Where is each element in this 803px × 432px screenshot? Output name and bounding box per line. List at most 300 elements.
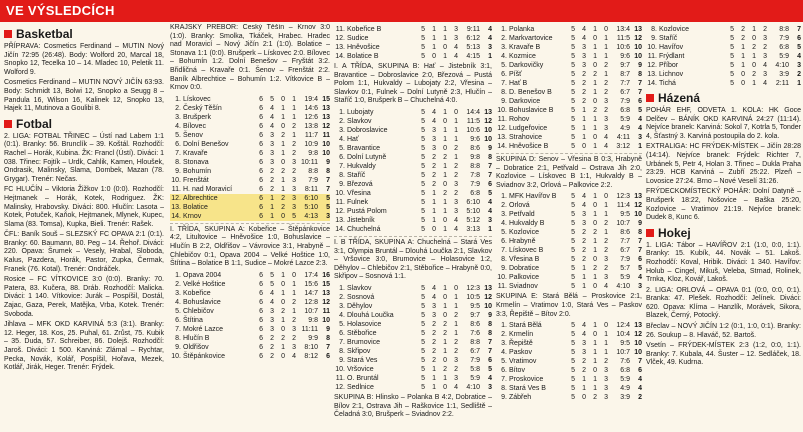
table-cell: Hukvaldy	[347, 162, 376, 170]
table-cell: 4	[582, 26, 586, 33]
table-cell: Bolatice B	[347, 53, 379, 60]
table-cell: 17:4	[304, 271, 318, 279]
table-cell: 2	[593, 71, 597, 78]
table-cell: 2.	[175, 104, 181, 112]
table-cell: 5	[571, 331, 575, 339]
table-cell: 4.	[501, 53, 507, 60]
table-cell: 4	[432, 293, 436, 301]
table-cell: 11	[322, 307, 330, 315]
table-cell: 0	[443, 311, 447, 319]
table-cell: 1	[593, 193, 597, 201]
table-cell: 11:5	[466, 117, 480, 125]
league-results: KRAJSKÝ PŘEBOR: Český Těšín – Krnov 3:0 (1:0). Branky: Smolka, Tkáček, Hrabec. Hradec nad Moravicí – Nový Jičín 2:1 (1:0). Bolatice – Stonava 1:1 (0:0). Brušperk – Lískovec 2:0. Bílovec – Bohumín 1:2. Dolní Benešov – Fryštát 3:2. Břidličná – Kravaře 0:1. Šenov – Frenštát 2:2. Baník Albrechtice – Bohumín 1:2. Vítkovice B – Krnov 0:0.	[170, 24, 330, 92]
table-cell: 5	[318, 203, 330, 212]
table-cell: 0	[593, 202, 597, 210]
table-cell: 14:4	[466, 108, 480, 116]
table-cell: 0	[593, 283, 597, 291]
table-cell: 5	[421, 311, 425, 319]
table-cell: 4	[638, 116, 642, 123]
table-cell: 5	[730, 26, 734, 33]
table-cell: 1	[752, 80, 756, 87]
table-row	[496, 124, 642, 133]
table-cell: 1	[604, 202, 608, 210]
table-cell: 2	[741, 35, 745, 42]
article-paragraph: 2. LIGA: FOTBAL TŘINEC – Ústí nad Labem 1:1 (0:1). Branky: 56. Brunclík – 39. Koštál. Rozhodčí: Rachel – Horák, Kubina. ŽK: Francl (Ústí). Diváci: 1 038. Třinec: Fojtík – Urdk, Cahlik, Kamen, Hloušek, Ondrasik, Malinsky, Slama, Dombek, Mazan (78. Grygar). Trenér: Nečas.	[4, 132, 164, 183]
table-cell: 2	[292, 334, 296, 342]
table-cell: 6	[252, 194, 263, 203]
table-cell: 3	[270, 158, 274, 166]
table-cell: 5	[730, 53, 734, 60]
table-cell: 5	[571, 35, 575, 42]
table-row	[334, 356, 492, 365]
table-cell: 13	[322, 289, 330, 297]
table-cell: 4	[638, 385, 642, 393]
table-cell: 5	[571, 44, 575, 51]
table-cell: 5	[285, 212, 296, 221]
table-cell: 2	[432, 162, 436, 170]
table-cell: 1	[582, 125, 586, 132]
section-bullet-icon	[4, 120, 12, 128]
table-cell: 0	[604, 193, 608, 201]
table-cell: 1	[432, 44, 436, 51]
table-cell: 7:9	[308, 176, 318, 184]
table-cell: 15:6	[304, 280, 318, 288]
table-cell: 5.	[501, 358, 507, 366]
table-cell: 4	[454, 53, 458, 60]
table-cell: 1	[292, 280, 296, 288]
table-cell: 7:9	[620, 98, 630, 105]
table-cell: 3.	[339, 302, 345, 310]
table-cell: 5	[270, 95, 274, 103]
table-cell: 12	[484, 293, 492, 301]
table-cell: 0	[281, 298, 285, 306]
table-row	[170, 194, 330, 203]
table-cell: 2	[582, 98, 586, 105]
table-cell: 5	[571, 394, 575, 402]
table-cell: 5	[571, 80, 575, 87]
table-cell: 10.	[335, 365, 345, 373]
table-cell: Hrabyně	[509, 238, 536, 246]
table-cell: 0	[443, 356, 447, 364]
table-cell: 5	[421, 153, 425, 161]
section-bullet-icon	[646, 229, 654, 237]
table-cell: 4:10	[466, 383, 480, 391]
table-cell: 10	[484, 126, 492, 134]
table-cell: 5	[730, 44, 734, 51]
table-cell: 5	[421, 180, 425, 188]
league-results: SKUPINA E: Stará Bělá – Proskovice 2:1, Krmelín – Vratimov 1:0, Stará Ves – Paskov 3:3, Řepiště – Bítov 2:0.	[496, 293, 642, 318]
table-cell: 5	[571, 134, 575, 141]
table-cell: 11:4	[616, 202, 630, 210]
table-cell: 2	[593, 394, 597, 402]
table-cell: 3	[604, 376, 608, 384]
table-cell: 3	[604, 98, 608, 105]
table-row	[646, 43, 801, 52]
table-cell: 3.	[501, 44, 507, 51]
table-cell: 2	[432, 153, 436, 161]
table-cell: 8.	[501, 256, 507, 264]
table-cell: Štítina	[183, 316, 203, 324]
table-cell: 6	[259, 167, 263, 175]
table-cell: Šenov	[183, 131, 203, 139]
table-cell: 2	[454, 338, 458, 346]
table-cell: 12.	[335, 383, 345, 391]
table-cell: Jistebník	[347, 216, 375, 224]
table-cell: 2	[582, 247, 586, 255]
table-cell: Hať	[347, 135, 359, 143]
table-cell: 5	[571, 274, 575, 282]
table-cell: 9	[326, 325, 330, 333]
table-cell: 5	[421, 302, 425, 310]
table-cell: 12.	[335, 35, 345, 42]
table-cell: 0	[604, 26, 608, 33]
table-cell: Palkovice	[509, 274, 539, 282]
table-cell: 9.	[501, 394, 507, 402]
table-cell: 1	[582, 116, 586, 123]
table-cell: 2	[281, 131, 285, 139]
table-cell: 5	[421, 284, 425, 292]
table-cell: 2	[281, 307, 285, 315]
table-cell: 8.	[339, 347, 345, 355]
table-cell: Bohuslavice B	[509, 107, 554, 114]
column-5	[646, 24, 801, 430]
table-cell: 2	[797, 71, 801, 78]
league-results: SKUPINA B: Hlinsko – Polanka B 4:2, Dobratice – Bílov 2:1, Ostrava Jih – Raškovice 1:1, Sedliště – Čeladná 3:0, Brušperk – Sviadnov 2:2.	[334, 393, 492, 419]
table-cell: 9:5	[620, 211, 630, 219]
table-cell: 1	[432, 189, 436, 197]
table-cell: 0	[432, 53, 436, 60]
table-cell: 6:7	[620, 247, 630, 255]
table-cell: 3	[318, 212, 330, 221]
table-cell: Paskov	[509, 349, 532, 357]
table-cell: 1	[454, 117, 458, 125]
table-cell: 3	[270, 131, 274, 139]
article-paragraph: PŘÍPRAVA: Cosmetics Ferdinand – MUTIN Nový Jičín 72:95 (26:48). Body: Wolford 20, Marcal 18, Snopko 12, Tecelka 10 – 14. Mladec 10, Peletik 11. Wolford 9.	[4, 43, 164, 76]
table-cell: 3	[454, 180, 458, 188]
table-cell: 11:11	[301, 325, 318, 333]
table-cell: 7	[488, 162, 492, 170]
table-cell: 11.	[335, 26, 345, 33]
table-cell: 5.	[501, 229, 507, 237]
table-row	[170, 271, 330, 280]
table-cell: 1	[443, 347, 447, 355]
table-cell: 2	[292, 149, 296, 157]
table-cell: 2	[582, 229, 586, 237]
table-cell: 7	[638, 358, 642, 366]
table-cell: 4.	[339, 311, 345, 319]
table-cell: 1	[582, 283, 586, 291]
table-cell: 1	[593, 340, 597, 348]
standings-table	[334, 284, 492, 392]
table-cell: 9:5	[620, 340, 630, 348]
table-cell: 2	[443, 329, 447, 337]
table-cell: 2	[582, 367, 586, 375]
table-cell: 8:6	[470, 320, 480, 328]
table-cell: 1	[263, 212, 274, 221]
table-cell: H. nad Moravicí	[183, 185, 233, 193]
table-cell: 12	[634, 35, 642, 42]
table-cell: 1	[281, 113, 285, 121]
table-cell: 6	[259, 325, 263, 333]
table-cell: 3	[432, 135, 436, 143]
table-cell: 5	[421, 117, 425, 125]
table-cell: 1	[443, 207, 447, 215]
table-cell: 4	[488, 207, 492, 215]
table-cell: 7.	[339, 338, 345, 346]
table-cell: 1	[281, 316, 285, 324]
table-cell: 2	[604, 107, 608, 114]
table-cell: Slavkov	[347, 117, 372, 125]
table-cell: 10.	[647, 44, 657, 51]
table-cell: 6	[259, 298, 263, 306]
table-row	[170, 298, 330, 307]
table-cell: 5	[421, 53, 425, 60]
table-row	[334, 207, 492, 216]
table-cell: 5.	[175, 131, 181, 139]
table-row	[496, 264, 642, 273]
table-cell: 1	[604, 340, 608, 348]
table-cell: 4	[763, 62, 767, 69]
table-cell: Lískovec	[183, 95, 211, 103]
table-cell: 6:10	[296, 194, 318, 203]
table-row	[334, 52, 492, 61]
table-cell: 11.	[497, 116, 507, 123]
table-cell: 6	[488, 180, 492, 188]
table-cell: 4:10	[616, 283, 630, 291]
table-cell: 7	[488, 347, 492, 355]
table-cell: 0	[274, 212, 285, 221]
table-cell: Chlebičov	[183, 307, 214, 315]
table-cell: 1	[432, 207, 436, 215]
table-cell: Dobroslavice	[347, 126, 388, 134]
table-cell: 5	[571, 98, 575, 105]
table-cell: 7:7	[620, 238, 630, 246]
table-cell: 3	[270, 325, 274, 333]
table-cell: 6	[638, 367, 642, 375]
table-cell: 10:7	[304, 307, 318, 315]
table-cell: 8.	[339, 171, 345, 179]
table-cell: 3	[292, 176, 296, 184]
table-cell: 3	[582, 211, 586, 219]
table-cell: 0	[593, 367, 597, 375]
table-cell: 5	[638, 107, 642, 114]
table-cell: 3	[604, 274, 608, 282]
table-row	[496, 210, 642, 219]
table-cell: 4:9	[620, 385, 630, 393]
table-cell: 1	[582, 107, 586, 114]
table-cell: 1	[593, 89, 597, 96]
table-cell: 3.	[501, 340, 507, 348]
article-paragraph: Rosice – FC VÍTKOVICE 3:0 (0:0). Branky: 70. Patera, 83. Kučera, 88. Dráb. Rozhodčí: Malicka. Diváci: 1 140. Vítkovice: Jurák – Pospíšil, Dostál, Zajac, Gaza, Perek, Matějka, Vrba, Kotek. Trenér: Svoboda.	[4, 276, 164, 318]
table-row	[170, 334, 330, 343]
table-row	[646, 70, 801, 79]
table-cell: 1	[443, 35, 447, 42]
table-cell: 1.	[501, 26, 507, 33]
table-cell: 4	[432, 108, 436, 116]
table-cell: 5	[421, 207, 425, 215]
table-cell: 2	[274, 203, 285, 212]
table-cell: 9:8	[308, 316, 318, 324]
table-row	[334, 216, 492, 225]
table-cell: 9	[638, 62, 642, 69]
table-cell: 5	[421, 108, 425, 116]
table-cell: 5	[730, 80, 734, 87]
table-cell: 5	[571, 53, 575, 60]
table-cell: 6	[797, 35, 801, 42]
table-cell: 3	[582, 340, 586, 348]
table-cell: 8.	[651, 26, 657, 33]
table-cell: 5	[421, 356, 425, 364]
table-cell: 10:5	[466, 293, 480, 301]
table-cell: 5.	[339, 144, 345, 152]
table-cell: 5	[571, 340, 575, 348]
table-cell: 10	[634, 349, 642, 357]
table-row	[170, 203, 330, 212]
table-row	[170, 113, 330, 122]
table-cell: 4:9	[620, 125, 630, 132]
table-cell: 5	[488, 189, 492, 197]
table-cell: 13	[484, 284, 492, 292]
table-cell: Hněvošice	[347, 44, 380, 51]
table-cell: Opava 2004	[183, 271, 222, 279]
standings-table	[170, 95, 330, 221]
table-cell: 4.	[501, 220, 507, 228]
table-cell: 4	[488, 26, 492, 33]
table-cell: 0	[281, 95, 285, 103]
standings-table	[334, 25, 492, 61]
table-cell: 7:6	[470, 329, 480, 337]
table-row	[334, 320, 492, 329]
table-cell: Pustá Polom	[347, 207, 387, 215]
table-cell: 3	[285, 194, 296, 203]
table-cell: 1	[593, 238, 597, 246]
table-cell: 7	[797, 26, 801, 33]
table-cell: 7:7	[620, 80, 630, 87]
table-cell: 13:8	[304, 122, 318, 130]
table-cell: 5	[571, 125, 575, 132]
table-cell: 5	[730, 71, 734, 78]
table-cell: Skřipov	[347, 347, 371, 355]
table-cell: 8:8	[779, 26, 789, 33]
table-cell: 1	[593, 143, 597, 150]
table-cell: 6:8	[620, 367, 630, 375]
table-cell: 2	[593, 107, 597, 114]
table-cell: 3.	[175, 289, 181, 297]
table-cell: 2	[443, 365, 447, 373]
table-row	[334, 144, 492, 153]
column-1	[4, 24, 164, 430]
table-row	[170, 316, 330, 325]
table-cell: 5	[421, 225, 425, 233]
section-heading-basketball: Basketbal	[4, 26, 164, 42]
table-cell: 14.	[171, 212, 181, 220]
table-row	[496, 70, 642, 79]
table-cell: 3	[488, 44, 492, 51]
table-cell: 7.	[501, 80, 507, 87]
table-cell: 5:13	[466, 44, 480, 51]
table-cell: 1	[593, 247, 597, 255]
table-cell: 5	[571, 193, 575, 201]
table-cell: 2	[582, 89, 586, 96]
table-cell: 3	[582, 349, 586, 357]
table-cell: 2	[454, 144, 458, 152]
table-cell: 2	[582, 256, 586, 264]
table-cell: 0	[281, 325, 285, 333]
table-row	[646, 79, 801, 88]
table-cell: 4	[292, 352, 296, 360]
table-cell: Velké Hoštice	[183, 280, 226, 288]
table-cell: 3:13	[466, 225, 480, 233]
table-cell: D. Benešov B	[509, 89, 552, 96]
table-cell: 0	[443, 144, 447, 152]
table-cell: 9.	[501, 265, 507, 273]
table-cell: 2	[752, 44, 756, 51]
table-cell: 6:8	[779, 44, 789, 51]
table-cell: 2	[582, 80, 586, 87]
table-cell: 1	[454, 329, 458, 337]
table-cell: 1	[292, 104, 296, 112]
table-cell: 10	[484, 135, 492, 143]
table-cell: 1	[488, 225, 492, 233]
table-cell: 5	[571, 220, 575, 228]
table-cell: Kobeřice B	[347, 26, 382, 33]
table-row	[496, 228, 642, 237]
table-cell: 13.	[335, 44, 345, 51]
table-cell: 2	[292, 140, 296, 148]
table-cell: 1	[432, 26, 436, 33]
table-cell: 2	[432, 320, 436, 328]
table-cell: 13	[322, 104, 330, 112]
table-cell: 1	[443, 108, 447, 116]
table-cell: 6	[259, 158, 263, 166]
table-cell: Oldřišov	[183, 343, 209, 351]
table-cell: 9.	[339, 356, 345, 364]
table-cell: 3:9	[620, 394, 630, 402]
table-cell: 12	[634, 331, 642, 339]
standings-table	[170, 271, 330, 361]
table-cell: 0	[593, 62, 597, 69]
table-cell: 1	[752, 26, 756, 33]
table-cell: Frýdlant	[659, 53, 685, 60]
table-cell: 10.	[171, 352, 181, 360]
table-row	[170, 289, 330, 298]
table-cell: 8	[488, 153, 492, 161]
table-cell: 2	[582, 71, 586, 78]
table-cell: 3:9	[779, 71, 789, 78]
table-cell: 8:6	[470, 144, 480, 152]
table-cell: 2	[432, 180, 436, 188]
table-cell: 5	[571, 283, 575, 291]
table-cell: 7	[638, 247, 642, 255]
article-paragraph: 1. LIGA: Tábor – HAVÍŘOV 2:1 (1:0, 0:0, 1:1). Branky: 15. Kubík, 44. Novák – 51. Lakoš. Rozhodčí: Koval, Hribik. Diváci: 1 340. Havířov: Holub – Cingel, Mikuš, Veleba, Strnad, Rolinek, Trnka, Kloz, Kovář, Lakoš.	[646, 241, 801, 284]
table-cell: 3	[454, 26, 458, 33]
table-cell: 2	[443, 189, 447, 197]
table-row	[496, 133, 642, 142]
table-cell: 6	[252, 203, 263, 212]
table-cell: Mokré Lazce	[183, 325, 224, 333]
divider	[334, 236, 492, 237]
table-cell: 5	[571, 265, 575, 273]
table-cell: 3	[604, 385, 608, 393]
table-row	[646, 34, 801, 43]
table-cell: 8:8	[470, 162, 480, 170]
table-cell: 5	[421, 162, 425, 170]
article-paragraph: Jihlava – MFK OKD KARVINÁ 5:3 (3:1). Branky: 12. Heger, 18. Kos, 25. Puhal, 61. Zrůst, 75. Kubik – 35. Duda, 57. Schreiber, 86. Dolejš. Rozhodčí: Jaroš. Diváci: 1 500. Karviná: Zlámal – Rychtar, Pecka, Novák, Kolář, Pospíšil, Hořava, Mezek, Kotlář, Jirák, Heger. Trenér: Frýdek.	[4, 321, 164, 372]
table-cell: 3	[454, 207, 458, 215]
table-cell: 12:3	[466, 284, 480, 292]
table-cell: 1	[488, 53, 492, 60]
table-row	[496, 375, 642, 384]
